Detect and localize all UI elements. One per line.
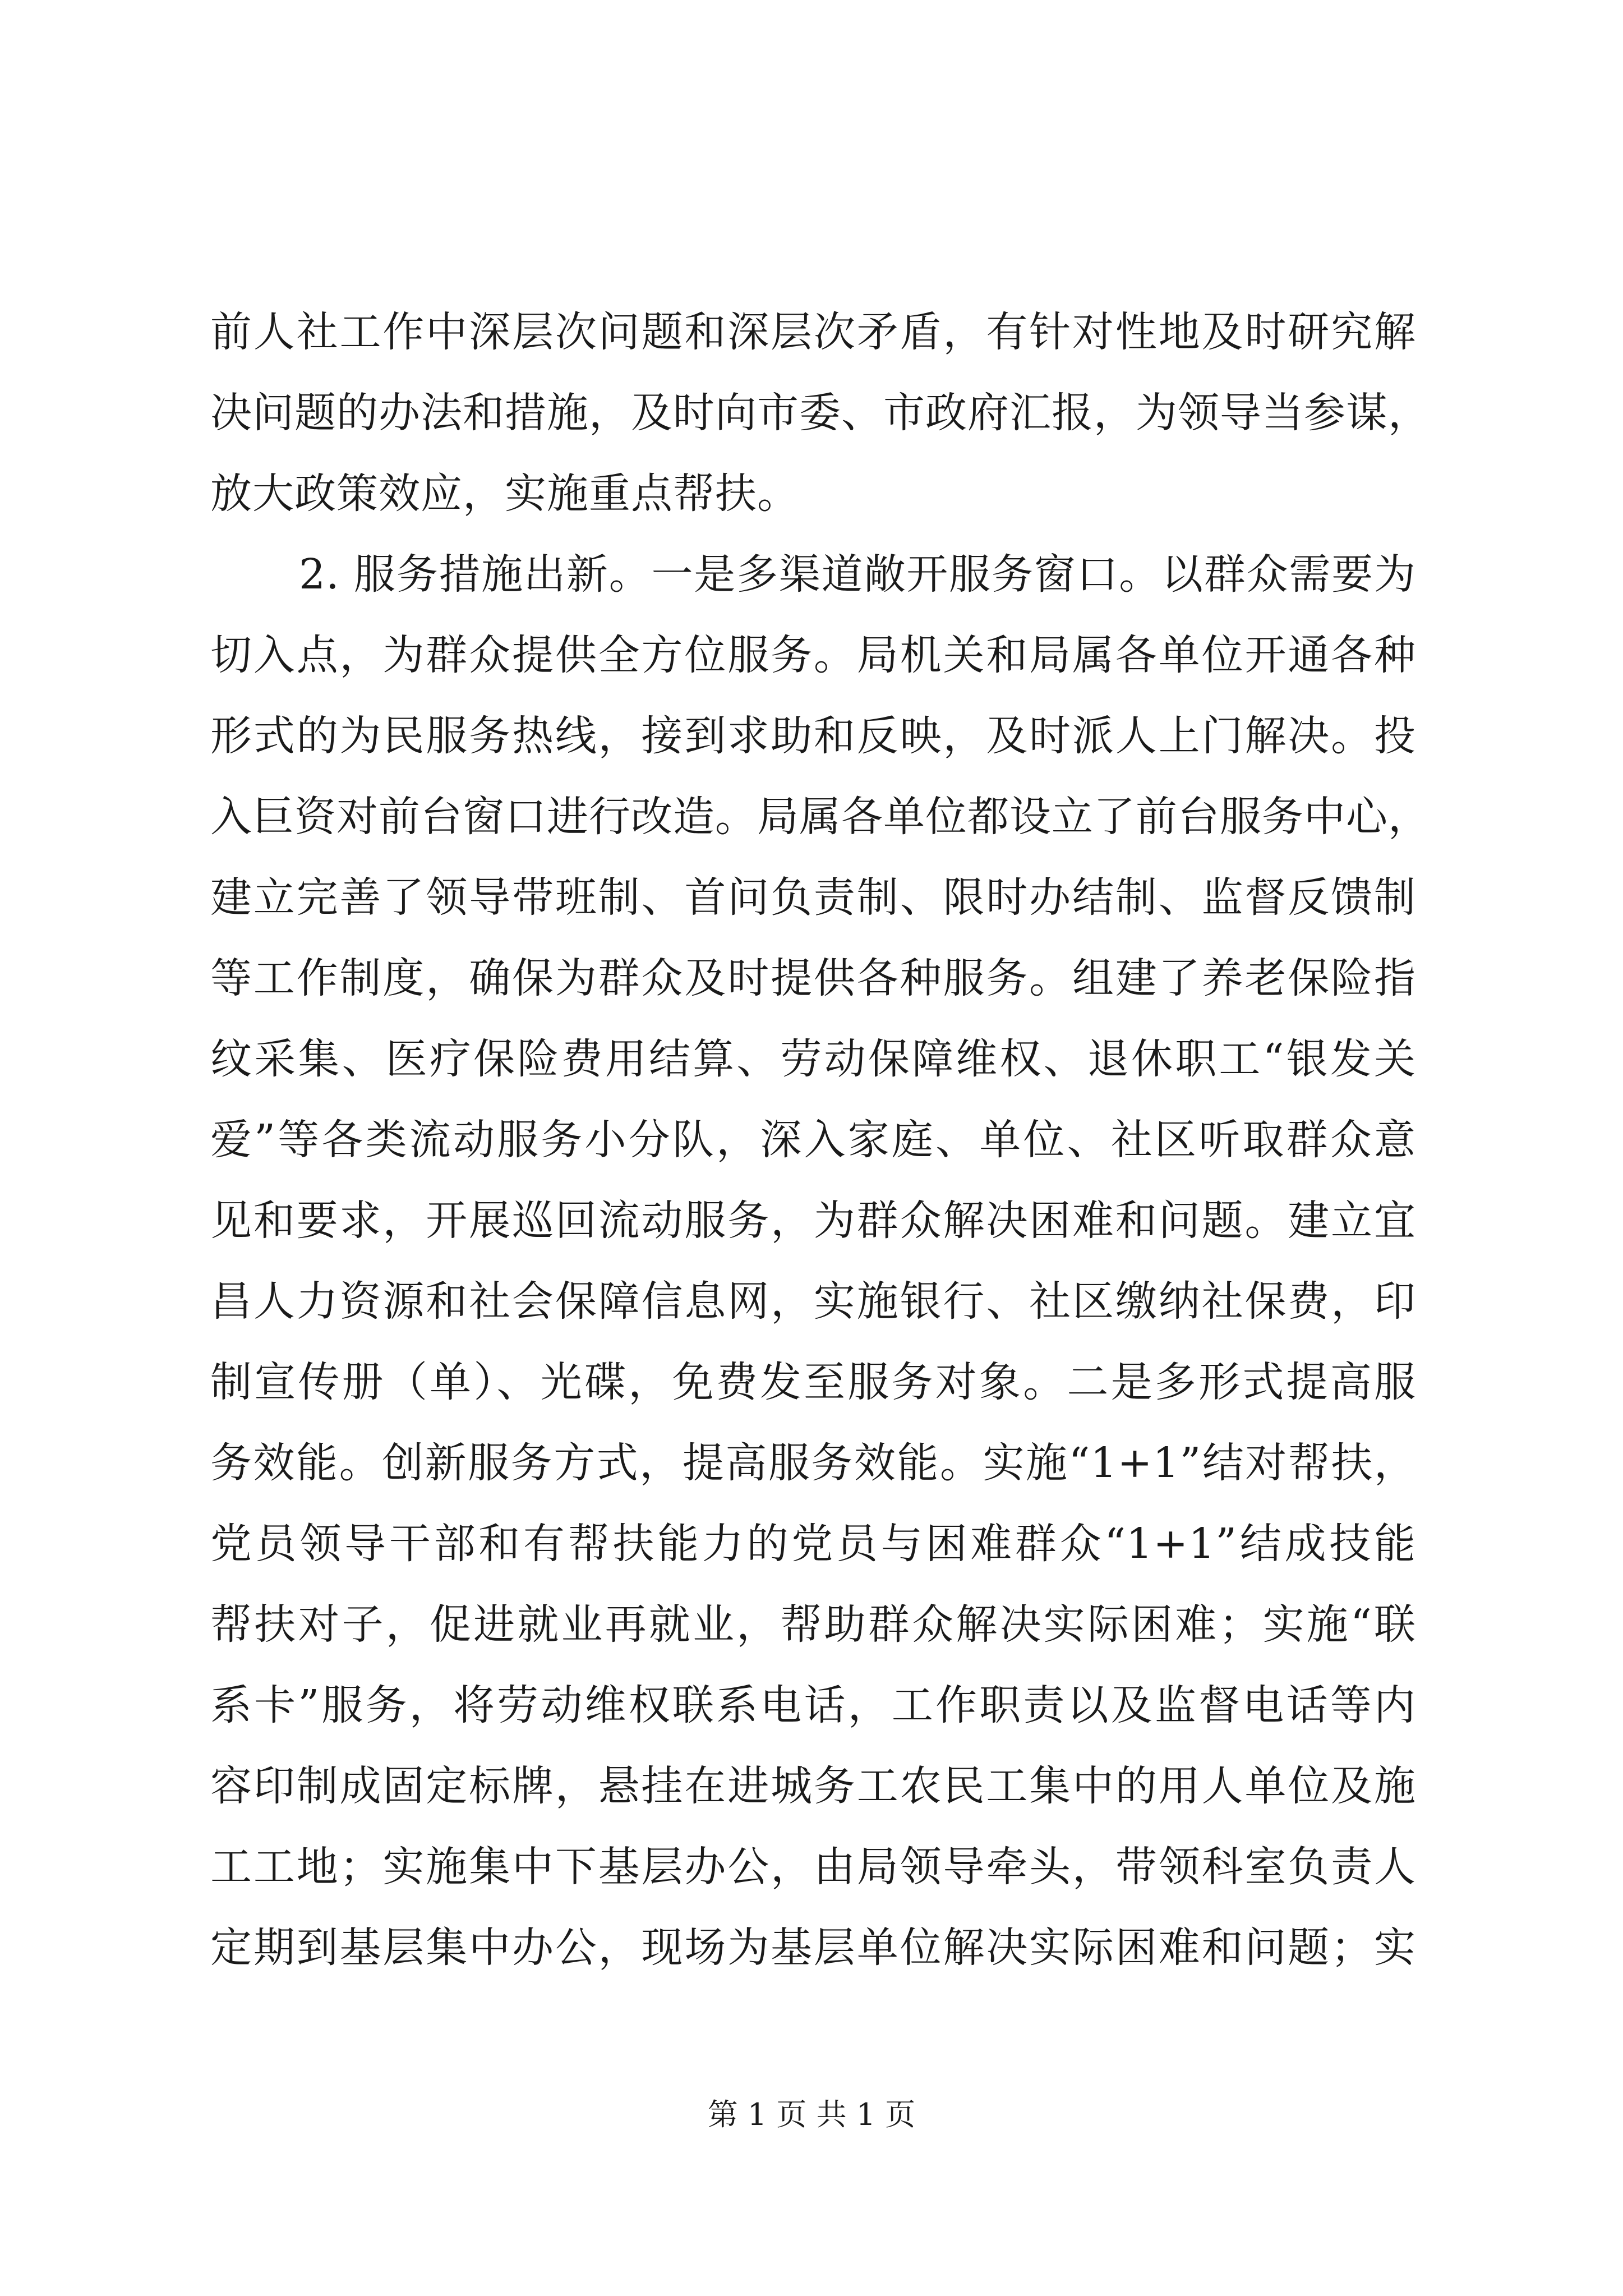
text-line: 系卡”服务，将劳动维权联系电话，工作职责以及监督电话等内 xyxy=(210,1681,1416,1729)
text-line: 容印制成固定标牌，悬挂在进城务工农民工集中的用人单位及施 xyxy=(210,1762,1416,1810)
text-line: 2. 服务措施出新。一是多渠道敞开服务窗口。以群众需要为 xyxy=(299,550,1416,599)
text-line: 党员领导干部和有帮扶能力的党员与困难群众“1+1”结成技能 xyxy=(210,1520,1416,1568)
text-line: 放大政策效应，实施重点帮扶。 xyxy=(210,470,799,518)
text-line: 切入点，为群众提供全方位服务。局机关和局属各单位开通各种 xyxy=(210,631,1416,679)
text-line: 定期到基层集中办公，现场为基层单位解决实际困难和问题；实 xyxy=(210,1924,1416,1972)
text-line: 决问题的办法和措施，及时向市委、市政府汇报，为领导当参谋， xyxy=(210,389,1430,437)
page-number-label: 第 1 页 共 1 页 xyxy=(707,2097,916,2132)
page-footer xyxy=(0,2092,1623,2137)
text-line: 见和要求，开展巡回流动服务，为群众解决困难和问题。建立宜 xyxy=(210,1197,1416,1245)
text-line: 务效能。创新服务方式，提高服务效能。实施“1+1”结对帮扶， xyxy=(210,1439,1416,1487)
text-line: 制宣传册（单）、光碟，免费发至服务对象。二是多形式提高服 xyxy=(210,1358,1416,1406)
text-line: 爱”等各类流动服务小分队，深入家庭、单位、社区听取群众意 xyxy=(210,1116,1416,1164)
text-line: 形式的为民服务热线，接到求助和反映，及时派人上门解决。投 xyxy=(210,712,1416,760)
body-text xyxy=(210,292,1430,1988)
text-line: 昌人力资源和社会保障信息网，实施银行、社区缴纳社保费，印 xyxy=(210,1277,1416,1326)
text-line: 帮扶对子，促进就业再就业，帮助群众解决实际困难；实施“联 xyxy=(210,1600,1416,1649)
text-line: 纹采集、医疗保险费用结算、劳动保障维权、退休职工“银发关 xyxy=(210,1035,1416,1083)
text-line: 工工地；实施集中下基层办公，由局领导牵头，带领科室负责人 xyxy=(210,1843,1416,1891)
text-line: 建立完善了领导带班制、首问负责制、限时办结制、监督反馈制 xyxy=(210,873,1416,922)
text-line: 前人社工作中深层次问题和深层次矛盾，有针对性地及时研究解 xyxy=(210,308,1416,356)
text-line: 入巨资对前台窗口进行改造。局属各单位都设立了前台服务中心， xyxy=(210,793,1430,841)
text-line: 等工作制度，确保为群众及时提供各种服务。组建了养老保险指 xyxy=(210,954,1416,1002)
